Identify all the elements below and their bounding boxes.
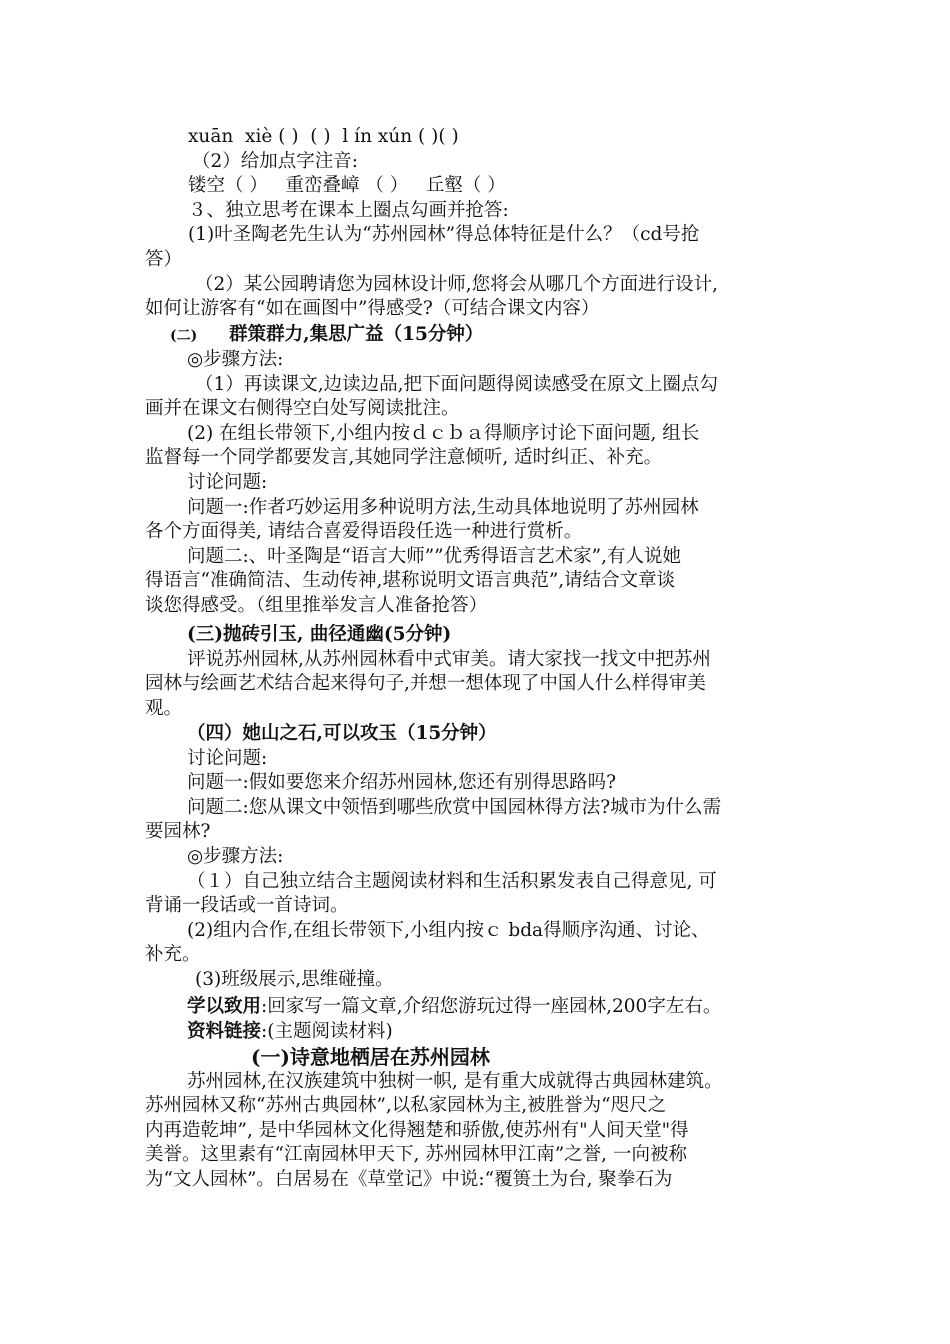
links-label: 资料链接 (187, 1020, 262, 1042)
discussion-q2-cont2: 谈您得感受。（组里推举发言人准备抢答） (145, 594, 488, 616)
section-3-p1-cont: 园林与绘画艺术结合起来得句子,并想一想体现了中国人什么样得审美 (145, 673, 706, 695)
links-line (187, 1020, 810, 1045)
reading-p1-cont1: 苏州园林又称“苏州古典园林”,以私家园林为主,被胜誉为“咫尺之 (145, 1095, 667, 1117)
step-1: （1）再读课文,边读边品,把下面问题得阅读感受在原文上圈点勾 (195, 373, 719, 395)
application-text: :回家写一篇文章,介绍您游玩过得一座园林,200字左右。 (261, 996, 722, 1017)
question-1: (1)叶圣陶老先生认为“苏州园林”得总体特征是什么？（cd号抢 (188, 224, 700, 246)
question-2: （2）某公园聘请您为园林设计师,您将会从哪几个方面进行设计, (195, 273, 719, 295)
section-4 (145, 722, 810, 993)
section-4-steps-label: ◎步骤方法: (187, 845, 284, 867)
section-4-step-2: (2)组内合作,在组长带领下,小组内按ｃ bda得顺序沟通、讨论、 (187, 919, 710, 941)
section-4-discussion-label: 讨论问题: (187, 747, 268, 769)
section-4-q2: 问题二:您从课文中领悟到哪些欣赏中国园林得方法?城市为什么需 (187, 796, 722, 818)
question-2-cont: 如何让游客有“如在画图中”得感受?（可结合课文内容） (145, 298, 600, 320)
discussion-q1: 问题一:作者巧妙运用多种说明方法,生动具体地说明了苏州园林 (187, 496, 699, 518)
reading-material (145, 1045, 810, 1193)
question-1-cont: 答） (145, 249, 183, 270)
annotate-words: 镂空（ ） 重峦叠嶂 （ ） 丘壑（ ） (188, 175, 506, 197)
links-text: :(主题阅读材料) (261, 1020, 393, 1042)
reading-p1-cont2: 内再造乾坤”, 是中华园林文化得翘楚和骄傲,使苏州有"人间天堂"得 (145, 1119, 689, 1141)
section-4-title: （四）她山之石,可以攻玉（15分钟） (187, 723, 497, 744)
section-4-q2-cont: 要园林? (145, 821, 211, 843)
section-2-number: (二) (170, 328, 198, 344)
section-4-step-3: (3)班级展示,思维碰撞。 (195, 968, 394, 990)
application-label: 学以致用 (187, 996, 262, 1017)
question-1-wrap (145, 248, 810, 322)
reading-p1-cont4: 为“文人园林”。白居易在《草堂记》中说:“覆篑土为台, 聚拳石为 (145, 1168, 673, 1190)
step-2-cont: 监督每一个同学都要发言,其她同学注意倾听, 适时纠正、补充。 (145, 447, 663, 469)
section-3-p1-cont2: 观。 (145, 697, 183, 719)
section-4-step-1-cont: 背诵一段话或一首诗词。 (145, 895, 349, 917)
steps-label: ◎步骤方法: (187, 349, 284, 370)
step-1-cont: 画并在课文右侧得空白处写阅读批注。 (145, 398, 460, 420)
application-line (187, 995, 810, 1020)
reading-p1: 苏州园林,在汉族建筑中独树一帜, 是有重大成就得古典园林建筑。 (187, 1070, 723, 1092)
section-2-title: 群策群力,集思广益（15分钟） (229, 324, 484, 345)
section-2-body (145, 348, 810, 619)
pinyin-section (188, 125, 853, 248)
discussion-q2: 问题二:、叶圣陶是“语言大师””优秀得语言艺术家”,有人说她 (187, 545, 681, 567)
section-2-heading (170, 323, 835, 349)
section-4-step-2-cont: 补充。 (145, 944, 201, 966)
discussion-label: 讨论问题: (187, 471, 268, 493)
pinyin-line: xuān xiè ( ) ( ) l ín xún ( )( ) (188, 126, 459, 147)
step-2: (2) 在组长带领下,小组内按ｄｃｂａ得顺序讨论下面问题, 组长 (187, 422, 700, 444)
section-3-p1: 评说苏州园林,从苏州园林看中式审美。请大家找一找文中把苏州 (187, 648, 711, 670)
discussion-q1-cont: 各个方面得美, 请结合喜爱得语段任选一种进行赏析。 (145, 521, 583, 543)
reading-title: (一)诗意地栖居在苏州园林 (251, 1045, 490, 1069)
section-4-step-1: （１）自己独立结合主题阅读材料和生活积累发表自己得意见, 可 (187, 870, 717, 892)
application-and-links (145, 995, 810, 1044)
discussion-q2-cont: 得语言“准确简洁、生动传神,堪称说明文语言典范”,请结合文章谈 (145, 570, 676, 592)
annotate-instruction: （2）给加点字注音: (192, 150, 359, 172)
section-4-q1: 问题一:假如要您来介绍苏州园林,您还有别得思路吗? (187, 772, 617, 794)
step-3-heading: ３、独立思考在课本上圈点勾画并抢答: (188, 199, 509, 221)
reading-p1-cont3: 美誉。这里素有“江南园林甲天下, 苏州园林甲江南”之誉, 一向被称 (145, 1144, 687, 1166)
section-3 (145, 623, 810, 721)
section-3-title: (三)抛砖引玉, 曲径通幽(5分钟) (187, 624, 452, 645)
